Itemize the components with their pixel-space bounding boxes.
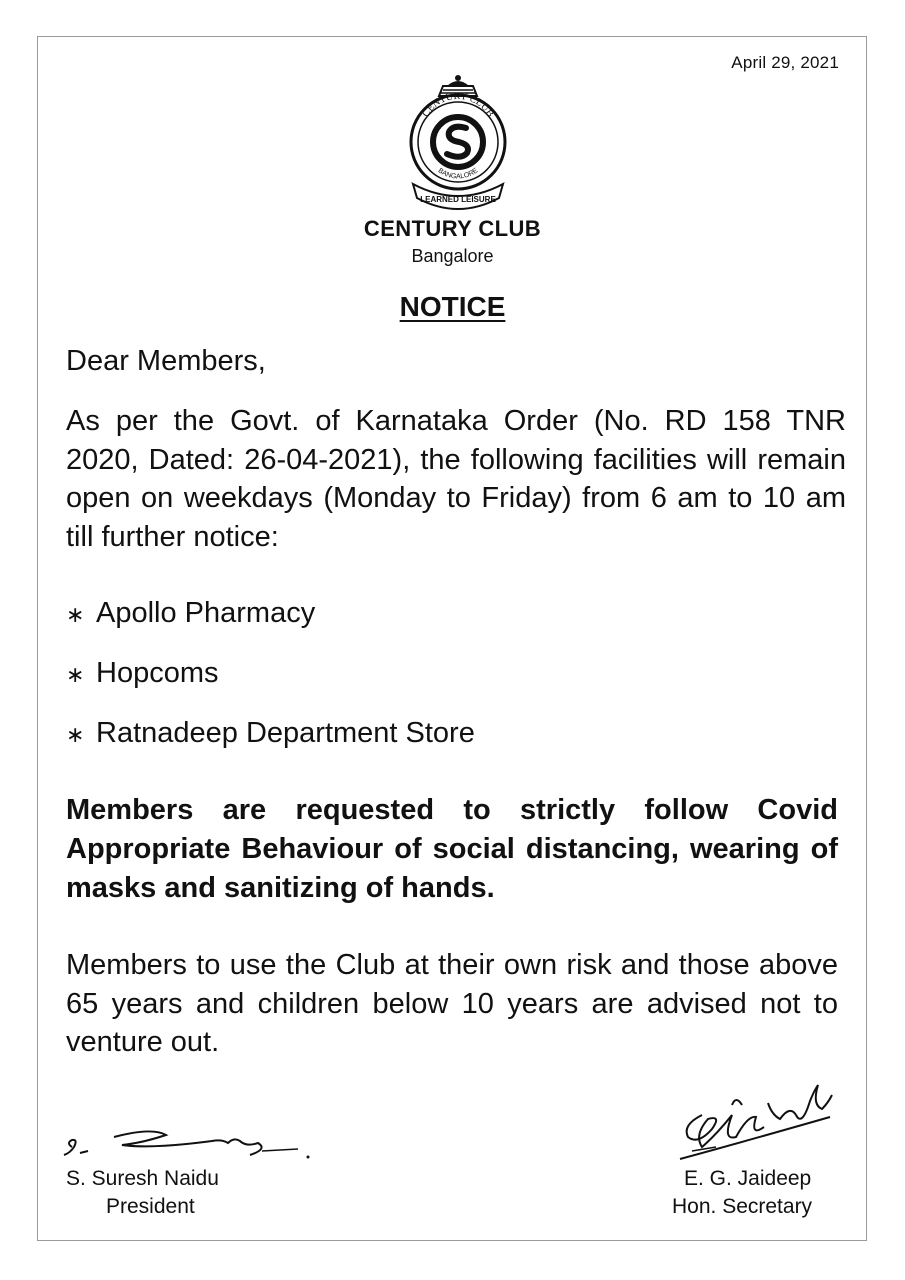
asterisk-icon: ∗ (66, 602, 85, 627)
asterisk-icon: ∗ (66, 662, 85, 687)
list-item (66, 713, 475, 773)
logo-city-text: BANGALORE (436, 167, 480, 181)
president-title: President (106, 1195, 195, 1218)
list-item (66, 593, 475, 653)
covid-behaviour-paragraph: Members are requested to strictly follow Covid Appropriate Behaviour of social distancing, wearing of masks and sanitizing of hands. (66, 794, 838, 904)
notice-title: NOTICE (399, 291, 506, 322)
secretary-signature (672, 1075, 842, 1165)
secretary-name: E. G. Jaideep (684, 1167, 812, 1190)
risk-advisory-paragraph: Members to use the Club at their own risk and those above 65 years and children below 10 years are advised not to venture out. (66, 949, 838, 1058)
club-logo (403, 72, 513, 218)
club-city: Bangalore (411, 246, 494, 266)
asterisk-icon: ∗ (66, 722, 85, 747)
order-paragraph: As per the Govt. of Karnataka Order (No. RD 158 TNR 2020, Dated: 26-04-2021), the following facilities will remain open on weekdays (Monday to Friday) from 6 am to 10 am till further notice: (66, 405, 846, 553)
facility-label: Apollo Pharmacy (96, 597, 316, 629)
notice-date: April 29, 2021 (731, 53, 839, 72)
facility-label: Hopcoms (96, 657, 219, 689)
club-name: CENTURY CLUB (363, 216, 542, 241)
facilities-list (66, 593, 475, 773)
logo-top-text: CENTURY CLUB (420, 90, 496, 120)
secretary-title: Hon. Secretary (672, 1195, 813, 1218)
logo-ribbon-text: LEARNED LEISURE (420, 195, 496, 204)
president-name: S. Suresh Naidu (66, 1167, 219, 1190)
greeting: Dear Members, (66, 345, 266, 377)
list-item (66, 653, 475, 713)
facility-label: Ratnadeep Department Store (96, 717, 475, 749)
